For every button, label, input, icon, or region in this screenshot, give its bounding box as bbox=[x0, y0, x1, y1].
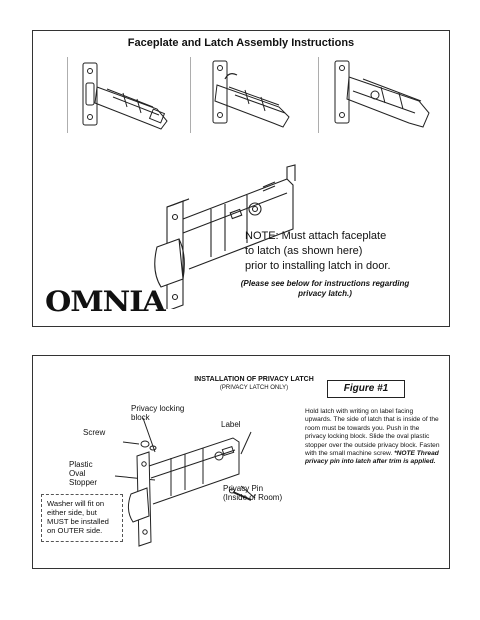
instructions-note: *NOTE Thread privacy pin into latch after trim is applied. bbox=[305, 450, 439, 466]
privacy-reference-note: (Please see below for instructions regarding privacy latch.) bbox=[240, 279, 410, 298]
callout-text: Privacy Pin bbox=[223, 484, 264, 493]
faceplate-assembly-panel bbox=[32, 30, 450, 327]
callout-label: Label bbox=[221, 420, 241, 429]
assembly-steps bbox=[67, 57, 451, 133]
instructions-text: Hold latch with writing on label facing upwards. The side of latch that is inside of the room must be towards you. Push in the privacy locking block. Slide the oval plastic stopper over the outside privacy block. Fasten with the small machine screw. bbox=[305, 408, 440, 458]
callout-privacy-locking-block bbox=[131, 404, 184, 422]
callout-text: Privacy locking bbox=[131, 404, 185, 413]
faceplate-note bbox=[245, 229, 445, 274]
panel-title: Faceplate and Latch Assembly Instructions bbox=[127, 37, 355, 49]
callout-privacy-pin bbox=[223, 484, 282, 502]
callout-text: Stopper bbox=[69, 478, 98, 487]
privacy-latch-panel bbox=[32, 355, 450, 569]
install-heading: INSTALLATION OF PRIVACY LATCH bbox=[194, 376, 314, 383]
faceplate-latch-step-2-icon bbox=[195, 57, 319, 133]
install-subheading: (PRIVACY LATCH ONLY) bbox=[219, 385, 289, 391]
omnia-logo: OMNIA bbox=[45, 285, 165, 318]
callout-plastic-oval-stopper bbox=[69, 460, 97, 487]
privacy-instructions bbox=[305, 408, 441, 467]
washer-note: Washer will fit on either side, but MUST be installed on OUTER side. bbox=[41, 494, 123, 542]
note-line: to latch (as shown here) bbox=[245, 245, 363, 257]
note-line: NOTE: Must attach faceplate bbox=[245, 230, 387, 242]
callout-text: Oval bbox=[69, 469, 86, 478]
callout-screw: Screw bbox=[83, 428, 106, 437]
note-line: prior to installing latch in door. bbox=[245, 260, 391, 272]
figure-label: Figure #1 bbox=[327, 380, 405, 398]
faceplate-latch-step-3-icon bbox=[323, 57, 447, 133]
faceplate-latch-step-1-icon bbox=[67, 57, 191, 133]
callout-text: block bbox=[131, 413, 150, 422]
callout-text: (Inside of Room) bbox=[223, 493, 283, 502]
callout-text: Plastic bbox=[69, 460, 93, 469]
